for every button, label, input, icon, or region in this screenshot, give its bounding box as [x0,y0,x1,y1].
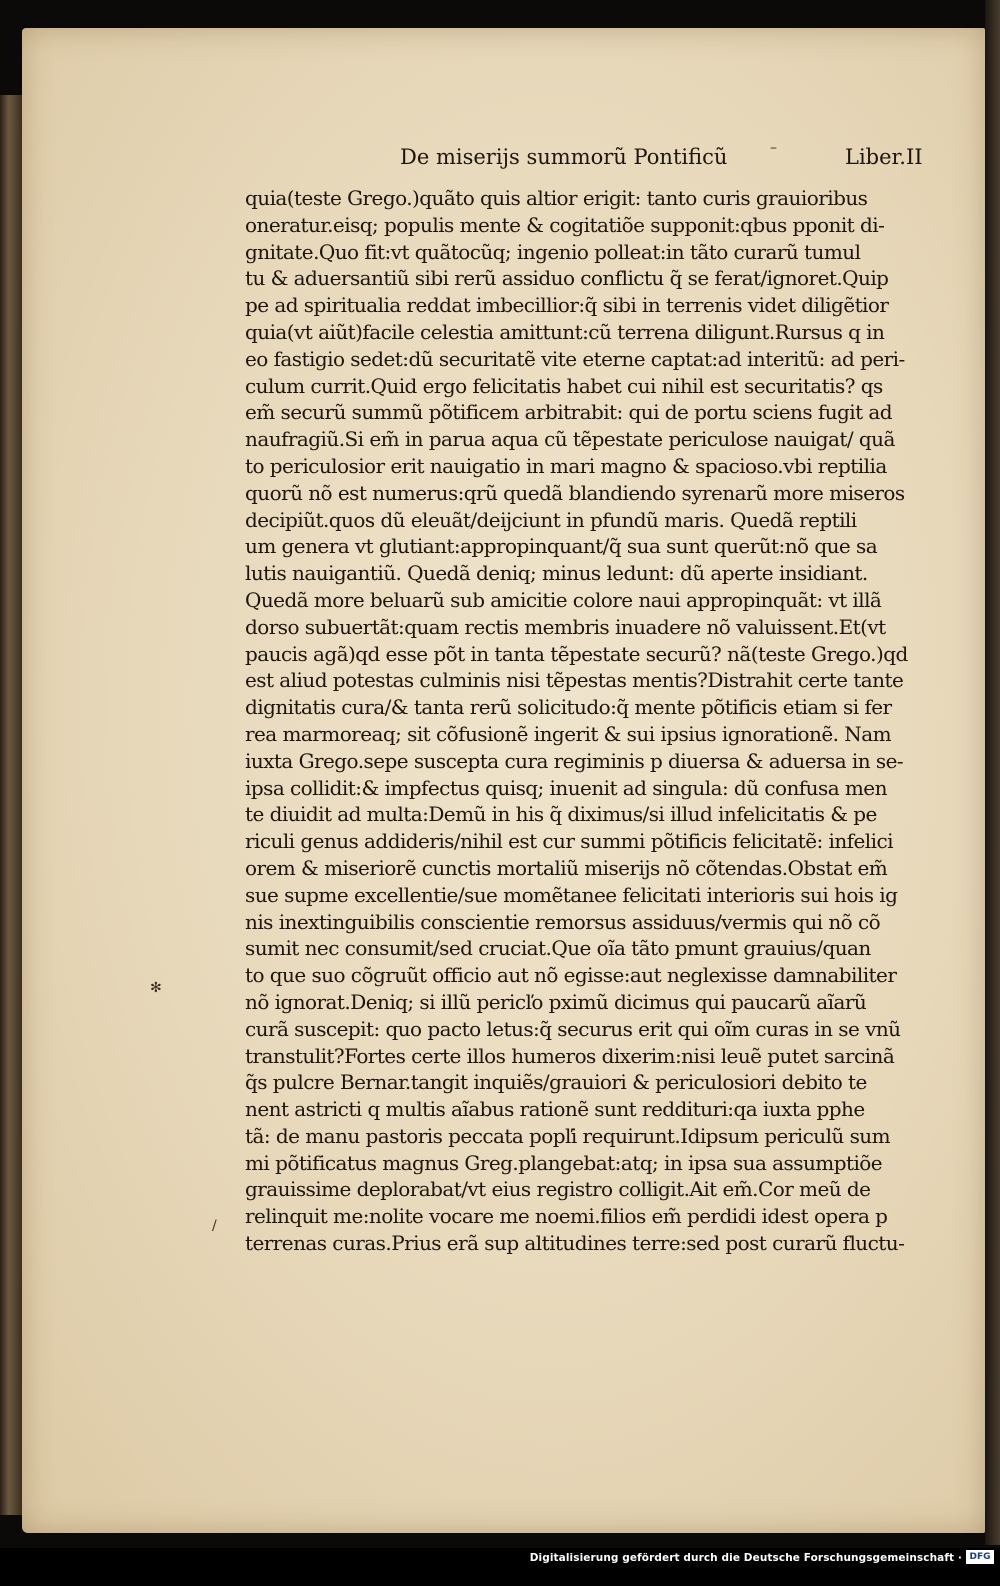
text-line: dignitatis cura/& tanta rerũ solicitudo:q̃ mente põtificis etiam si fer [245,695,892,720]
text-line: tu & aduersantiũ sibi rerũ assiduo conflictu q̃ se ferat/ignoret.Quip [245,266,889,291]
running-header-book-number: Liber.II [845,145,923,169]
funding-credit: Digitalisierung gefördert durch die Deutsche Forschungsgemeinschaft · [529,1552,962,1564]
text-line: eo fastigio sedet:dũ securitatẽ vite eterne captat:ad interitũ: ad peri- [245,346,905,371]
text-line: to periculosior erit nauigatio in mari magno & spacioso.vbi reptilia [245,453,887,478]
text-line: dorso subuertãt:quam rectis membris inuadere nõ valuissent.Et(vt [245,614,886,639]
margin-pen-mark: / [212,1218,217,1234]
text-line: mi põtificatus magnus Greg.plangebat:atq; in ipsa sua assumptiõe [245,1150,883,1175]
text-line: q̃s pulcre Bernar.tangit inquiẽs/grauiori & periculosiori debito te [245,1070,867,1095]
text-line: terrenas curas.Prius erã sup altitudines terre:sed post curarũ fluctu- [245,1231,905,1256]
text-line: em̃ securũ summũ põtificem arbitrabit: qui de portu sciens fugit ad [245,400,893,425]
text-line: est aliud potestas culminis nisi tẽpestas mentis?Distrahit certe tante [245,668,904,693]
dfg-logo-icon: DFG [966,1550,994,1564]
text-line: riculi genus addideris/nihil est cur summi põtificis felicitatẽ: infelici [245,829,893,854]
body-text [245,185,935,1257]
text-line: nent astricti q multis aĩabus rationẽ sunt reddituri:qa iuxta pphe [245,1097,865,1122]
text-line: to que suo cõgruũt officio aut nõ egisse:aut neglexisse damnabiliter [245,963,897,988]
text-line: iuxta Grego.sepe suscepta cura regiminis p diuersa & aduersa in se- [245,748,904,773]
text-line: um genera vt glutiant:appropinquant/q̃ sua sunt querũt:nõ que sa [245,534,878,559]
text-line: oneratur.eisq; populis mente & cogitatiõe supponit:qbus pponit di- [245,212,885,237]
text-line: curã suscepit: quo pacto letus:q̃ securus erit qui oĩm curas in se vnũ [245,1016,901,1041]
margin-smudge-mark: ✻ [150,980,162,996]
text-line: paucis agã)qd esse põt in tanta tẽpestate securũ? nã(teste Grego.)qd [245,641,908,666]
text-line: ipsa collidit:& impfectus quisq; inuenit ad singula: dũ confusa men [245,775,887,800]
text-line: orem & miseriorẽ cunctis mortaliũ miserijs nõ cõtendas.Obstat em̃ [245,855,888,880]
text-line: Quedã more beluarũ sub amicitie colore naui appropinquãt: vt illã [245,587,882,612]
text-line: nõ ignorat.Deniq; si illũ pericľo pximũ dicimus qui paucarũ aĩarũ [245,989,867,1014]
text-line: quia(vt aiũt)facile celestia amittunt:cũ terrena diligunt.Rursus q in [245,319,885,344]
text-line: transtulit?Fortes certe illos humeros dixerim:nisi leuẽ putet sarcinã [245,1043,895,1068]
text-line: rea marmoreaq; sit cõfusionẽ ingerit & sui ipsius ignorationẽ. Nam [245,721,891,746]
left-page-edge [0,95,22,1515]
text-line: decipiũt.quos dũ eleuãt/deijciunt in pfundũ maris. Quedã reptili [245,507,857,532]
text-line: naufragiũ.Si em̃ in parua aqua cũ tẽpestate periculose nauigat/ quã [245,427,895,452]
text-line: nis inextinguibilis conscientie remorsus assiduus/vermis qui nõ cõ [245,909,881,934]
running-header-title: De miserijs summorũ Pontificũ [400,145,728,169]
text-line: quorũ nõ est numerus:qrũ quedã blandiendo syrenarũ more miseros [245,480,905,505]
text-line: lutis nauigantiũ. Quedã deniq; minus ledunt: dũ aperte insidiant. [245,561,868,586]
right-page-edge [985,0,1000,1545]
text-line: culum currit.Quid ergo felicitatis habet cui nihil est securitatis? qs [245,373,883,398]
text-line: grauissime deplorabat/vt eius registro colligit.Ait em̃.Cor meũ de [245,1177,871,1202]
header-ink-mark: – [770,140,777,156]
text-line: sue supme excellentie/sue momẽtanee felicitati interioris sui hois ig [245,882,898,907]
text-line: quia(teste Grego.)quãto quis altior erigit: tanto curis grauioribus [245,186,868,210]
text-line: sumit nec consumit/sed cruciat.Que oĩa tãto pmunt grauius/quan [245,936,871,961]
text-line: tã: de manu pastoris peccata popľi requirunt.Idipsum periculũ sum [245,1123,891,1148]
text-line: pe ad spiritualia reddat imbecillior:q̃ sibi in terrenis videt diligẽtior [245,293,889,318]
text-line: gnitate.Quo fit:vt quãtocũq; ingenio polleat:in tãto curarũ tumul [245,239,861,264]
text-line: te diuidit ad multa:Demũ in his q̃ diximus/si illud infelicitatis & pe [245,802,877,827]
text-line: relinquit me:nolite vocare me noemi.filios em̃ perdidi idest opera p [245,1204,888,1229]
